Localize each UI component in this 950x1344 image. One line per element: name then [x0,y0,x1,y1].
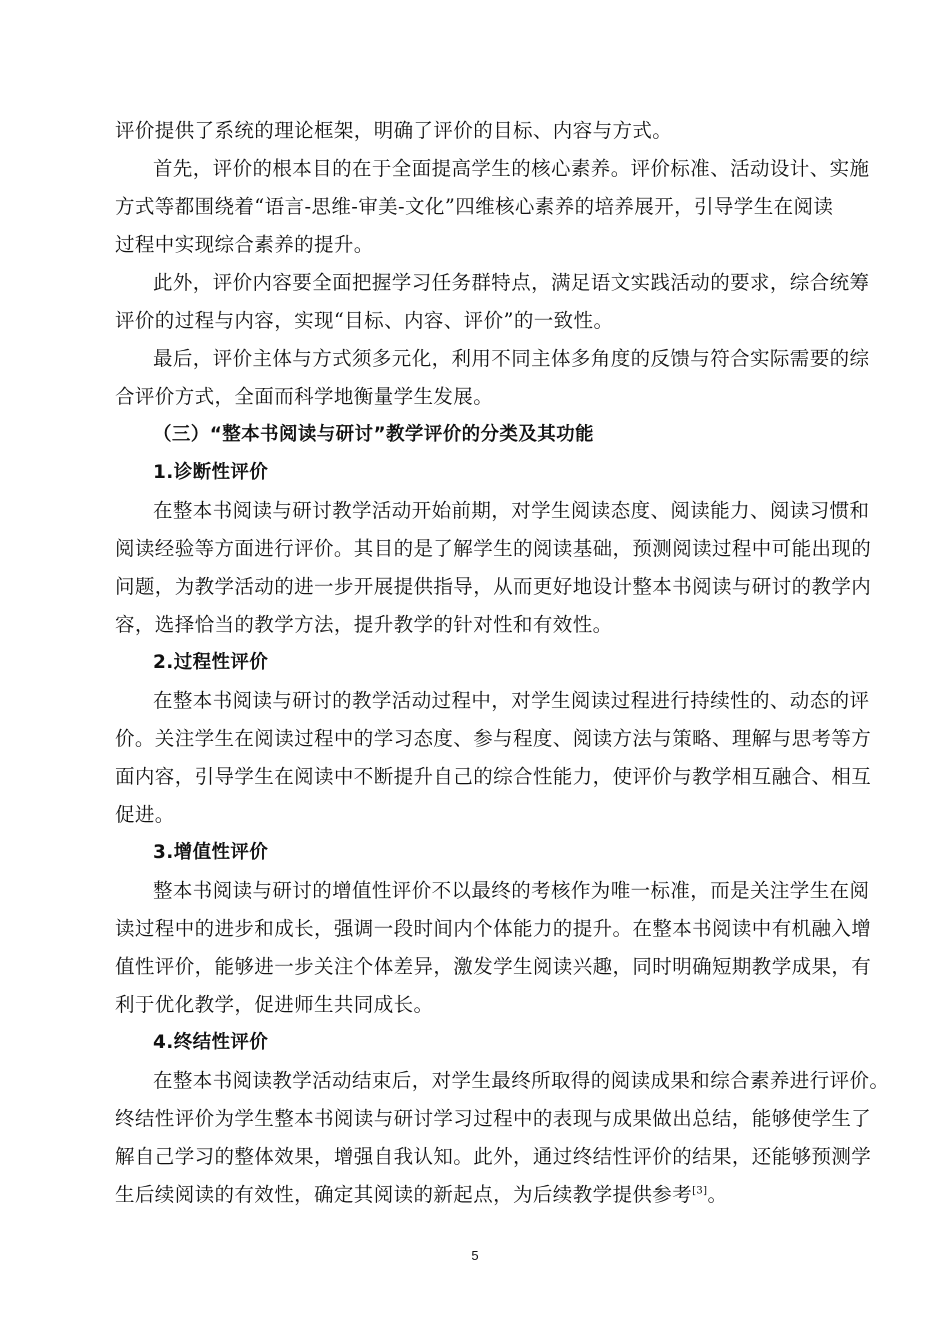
paragraph-line-with-citation [115,1183,727,1207]
paragraph-line: 促进。 [115,803,175,826]
paragraph-line: 在整本书阅读与研讨的教学活动过程中，对学生阅读过程进行持续性的、动态的评 [153,689,870,712]
paragraph-line: 评价提供了系统的理论框架，明确了评价的目标、内容与方式。 [115,119,673,142]
paragraph-line: 在整本书阅读教学活动结束后，对学生最终所取得的阅读成果和综合素养进行评价。 [153,1069,890,1092]
paragraph-line: 整本书阅读与研讨的增值性评价不以最终的考核作为唯一标准，而是关注学生在阅 [153,879,870,902]
paragraph-line: 在整本书阅读与研讨教学活动开始前期，对学生阅读态度、阅读能力、阅读习惯和 [153,499,870,522]
paragraph-line: 问题，为教学活动的进一步开展提供指导，从而更好地设计整本书阅读与研讨的教学内 [115,575,872,598]
citation-reference[interactable]: [3] [692,1185,708,1197]
paragraph-line: 最后，评价主体与方式须多元化，利用不同主体多角度的反馈与符合实际需要的综 [153,347,870,370]
paragraph-line: 评价的过程与内容，实现“目标、内容、评价”的一致性。 [115,309,614,332]
paragraph-line: 终结性评价为学生整本书阅读与研讨学习过程中的表现与成果做出总结，能够使学生了 [115,1107,872,1130]
paragraph-line: 此外，评价内容要全面把握学习任务群特点，满足语文实践活动的要求，综合统筹 [153,271,870,294]
paragraph-line: 值性评价，能够进一步关注个体差异，激发学生阅读兴趣，同时明确短期教学成果，有 [115,955,872,978]
subsection-heading: 3.增值性评价 [153,842,269,863]
paragraph-line: 解自己学习的整体效果，增强自我认知。此外，通过终结性评价的结果，还能够预测学 [115,1145,872,1168]
page-number: 5 [471,1248,479,1263]
paragraph-line: 阅读经验等方面进行评价。其目的是了解学生的阅读基础，预测阅读过程中可能出现的 [115,537,872,560]
paragraph-text: 生后续阅读的有效性，确定其阅读的新起点，为后续教学提供参考 [115,1183,693,1206]
subsection-heading: 1.诊断性评价 [153,462,269,483]
paragraph-line: 面内容，引导学生在阅读中不断提升自己的综合性能力，使评价与教学相互融合、相互 [115,765,872,788]
paragraph-line: 首先，评价的根本目的在于全面提高学生的核心素养。评价标准、活动设计、实施 [153,157,870,180]
subsection-heading: 4.终结性评价 [153,1032,269,1053]
subsection-heading: 2.过程性评价 [153,652,269,673]
paragraph-line: 读过程中的进步和成长，强调一段时间内个体能力的提升。在整本书阅读中有机融入增 [115,917,872,940]
paragraph-line: 方式等都围绕着“语言-思维-审美-文化”四维核心素养的培养展开，引导学生在阅读 [115,195,834,218]
paragraph-end-punct: 。 [707,1183,728,1206]
paragraph-line: 利于优化教学，促进师生共同成长。 [115,993,434,1016]
paragraph-line: 容，选择恰当的教学方法，提升教学的针对性和有效性。 [115,613,613,636]
paragraph-line: 价。关注学生在阅读过程中的学习态度、参与程度、阅读方法与策略、理解与思考等方 [115,727,872,750]
section-heading: （三）“整本书阅读与研讨”教学评价的分类及其功能 [153,424,594,445]
paragraph-line: 过程中实现综合素养的提升。 [115,233,374,256]
paragraph-line: 合评价方式，全面而科学地衡量学生发展。 [115,385,494,408]
